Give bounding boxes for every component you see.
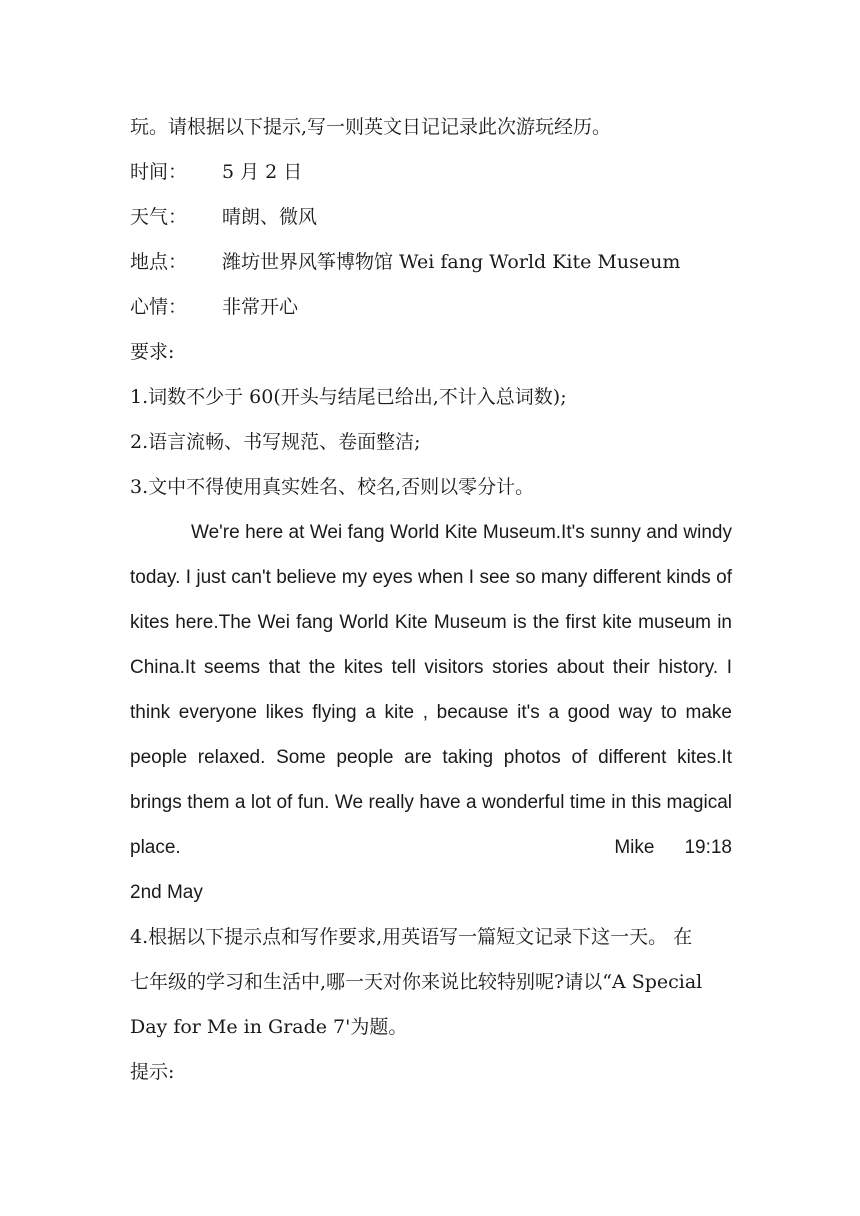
requirement-item: 2.语言流畅、书写规范、卷面整洁;: [130, 431, 421, 453]
question-4-line-1: 4.根据以下提示点和写作要求,用英语写一篇短文记录下这一天。 在: [130, 926, 693, 948]
signature-time: 19:18: [684, 837, 732, 858]
info-label: 心情：: [130, 296, 188, 318]
info-value: 潍坊世界风筝博物馆 Wei fang World Kite Museum: [222, 251, 681, 273]
question-4-line-3: Day for Me in Grade 7'为题。: [130, 1016, 408, 1038]
intro-line: 玩。请根据以下提示,写一则英文日记记录此次游玩经历。: [130, 116, 612, 138]
signature-line: [130, 825, 732, 870]
requirements-heading: 要求:: [130, 341, 175, 363]
info-value: 5 月 2 日: [222, 161, 303, 183]
info-row-place: [130, 240, 732, 285]
essay-paragraph: We're here at Wei fang World Kite Museum.It's sunny and windy today. I just can't believe my eyes when I see so many different kinds of kites here.The Wei fang World Kite Museum is the first kite museum in China.It seems that the kites tell visitors stories about their history. I think everyone likes flying a kite , because it's a good way to make people relaxed. Some people are taking photos of different kites.It brings them a lot of fun. We really have a wonderful time in this magical place.: [130, 522, 732, 858]
info-value: 晴朗、微风: [222, 206, 318, 228]
requirement-item: 1.词数不少于 60(开头与结尾已给出,不计入总词数);: [130, 386, 567, 408]
info-label: 地点：: [130, 251, 188, 273]
info-row-weather: [130, 195, 732, 240]
info-row-time: [130, 150, 732, 195]
hint-heading: 提示:: [130, 1061, 175, 1083]
info-label: 时间：: [130, 161, 188, 183]
question-4-line-2: 七年级的学习和生活中,哪一天对你来说比较特别呢?请以“A Special: [130, 971, 703, 993]
info-value: 非常开心: [222, 296, 299, 318]
info-row-mood: [130, 285, 732, 330]
date-line: 2nd May: [130, 882, 203, 903]
requirement-item: 3.文中不得使用真实姓名、校名,否则以零分计。: [130, 476, 535, 498]
signature-name: Mike: [614, 837, 655, 858]
info-label: 天气：: [130, 206, 188, 228]
